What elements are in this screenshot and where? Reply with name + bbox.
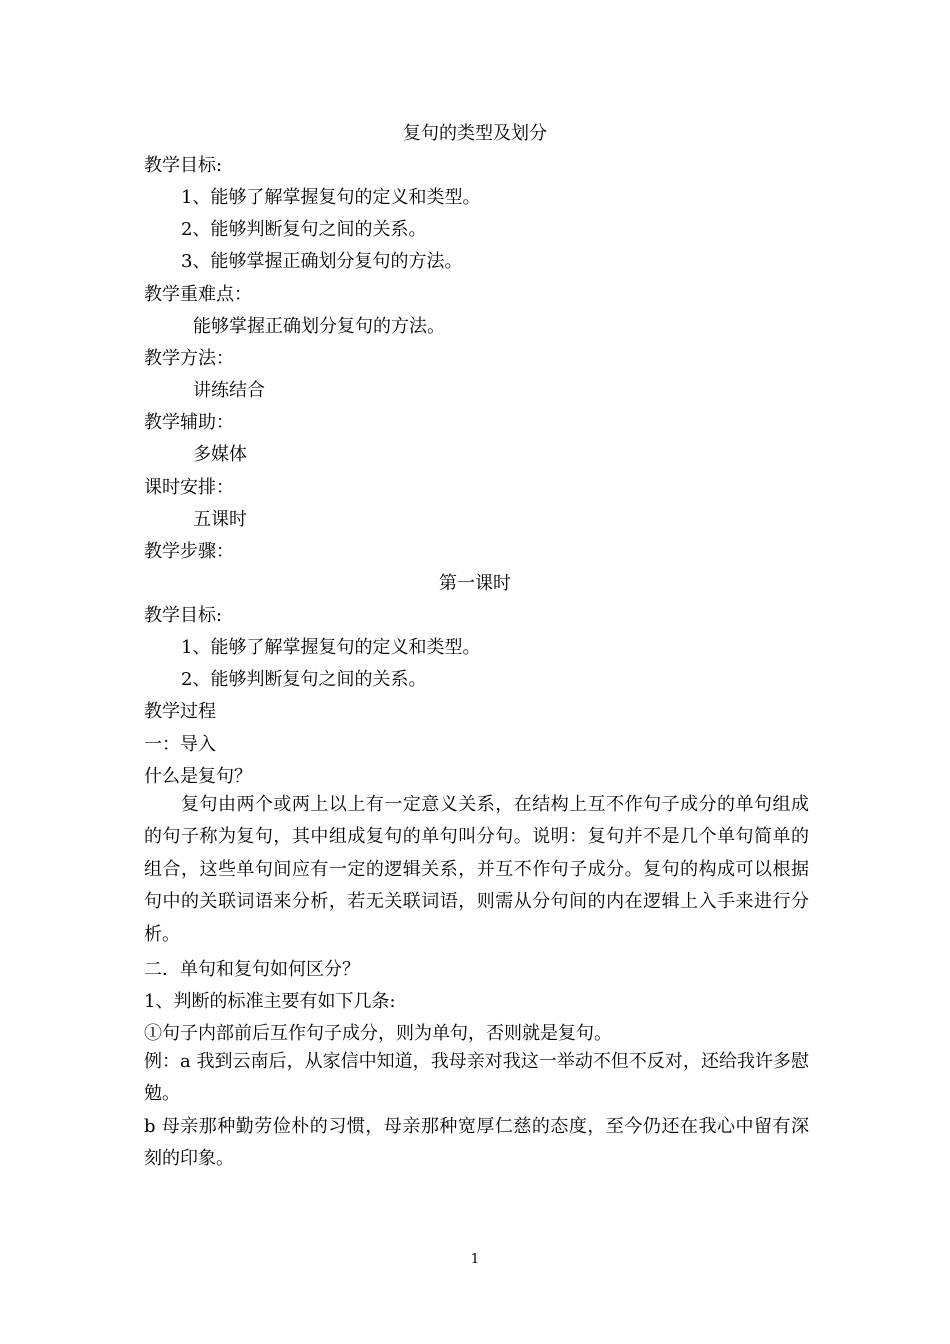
schedule-text: 五课时 [193,509,247,530]
intro-heading: 一：导入 [144,734,216,755]
objectives-label: 教学目标: [144,155,223,176]
key-points-text: 能够掌握正确划分复句的方法。 [193,316,445,337]
method-text: 讲练结合 [193,380,265,401]
page-number: 1 [470,1252,480,1267]
process-label: 教学过程 [144,701,216,722]
doc-title: 复句的类型及划分 [403,123,547,144]
example-b: b 母亲那种勤劳俭朴的习惯，母亲那种宽厚仁慈的态度，至今仍还在我心中留有深刻的印象。 [144,1116,809,1170]
section-heading: 二．单句和复句如何区分？ [144,959,360,980]
lesson-objective-item: 1、能够了解掌握复句的定义和类型。 [181,637,481,658]
aids-text: 多媒体 [193,444,247,465]
definition-paragraph: 复句由两个或两上以上有一定意义关系，在结构上互不作句子成分的单句组成的句子称为复句，其中组成复句的单句叫分句。说明：复句并不是几个单句简单的组合，这些单句间应有一定的逻辑关系，并互不作句子成分。复句的构成可以根据句中的关联词语来分析，若无关联词语，则需从分句间的内在逻辑上入手来进行分析。 [144,794,809,945]
lesson-objective-item: 2、能够判断复句之间的关系。 [181,669,427,690]
schedule-label: 课时安排： [144,477,234,498]
objective-item: 1、能够了解掌握复句的定义和类型。 [181,187,481,208]
key-points-label: 教学重难点： [144,284,252,305]
lesson-objectives-label: 教学目标: [144,605,223,626]
objective-item: 3、能够掌握正确划分复句的方法。 [181,251,463,272]
method-label: 教学方法： [144,348,234,369]
steps-label: 教学步骤： [144,541,234,562]
aids-label: 教学辅助： [144,412,234,433]
lesson-heading: 第一课时 [439,573,511,594]
question-text: 什么是复句？ [144,766,252,787]
rule-text: ①句子内部前后互作句子成分，则为单句，否则就是复句。 [144,1023,612,1044]
criteria-text: 1、判断的标准主要有如下几条: [144,991,396,1012]
example-a: 例：a 我到云南后，从家信中知道，我母亲对我这一举动不但不反对，还给我许多慰勉。 [144,1051,809,1105]
objective-item: 2、能够判断复句之间的关系。 [181,219,427,240]
